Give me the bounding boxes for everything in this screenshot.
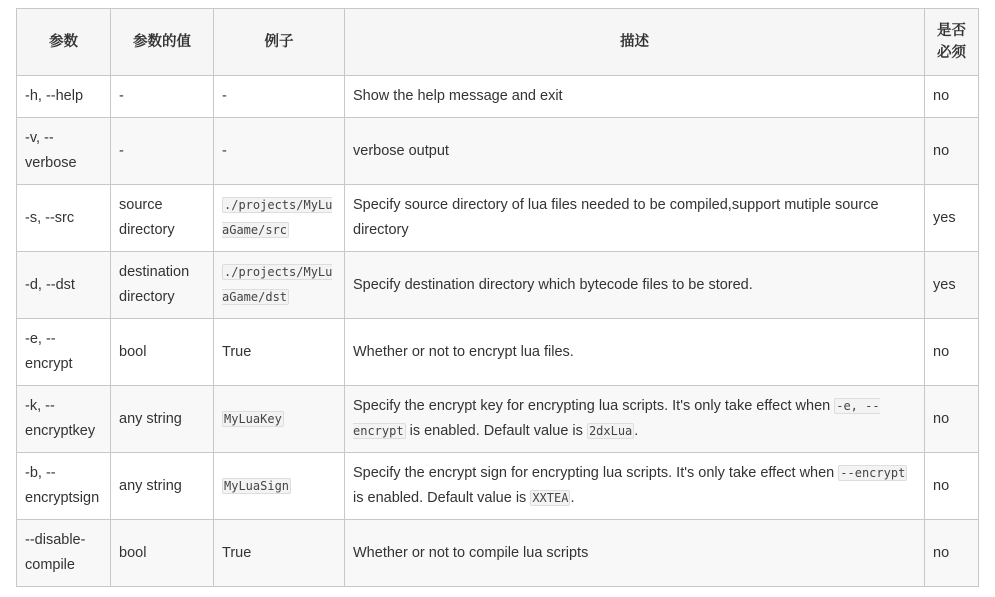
desc-text: Specify the encrypt sign for encrypting lua scripts. It's only take effect when xyxy=(353,465,839,481)
desc-text: is enabled. Default value is xyxy=(353,490,531,506)
value-cell: destination directory xyxy=(111,252,214,319)
desc-text: Specify the encrypt key for encrypting lua scripts. It's only take effect when xyxy=(353,398,835,414)
param-cell: -s, --src xyxy=(17,185,111,252)
value-cell: any string xyxy=(111,386,214,453)
param-cell: -k, --encryptkey xyxy=(17,386,111,453)
parameters-table xyxy=(16,8,979,587)
desc-cell: Show the help message and exit xyxy=(345,76,925,118)
example-cell xyxy=(214,453,345,520)
example-cell xyxy=(214,185,345,252)
value-cell: source directory xyxy=(111,185,214,252)
required-cell: no xyxy=(925,319,979,386)
param-cell: --disable-compile xyxy=(17,520,111,587)
table-row xyxy=(17,118,979,185)
required-cell: no xyxy=(925,386,979,453)
desc-cell xyxy=(345,386,925,453)
desc-code: 2dxLua xyxy=(588,424,633,438)
desc-cell xyxy=(345,453,925,520)
example-code: MyLuaKey xyxy=(224,411,282,426)
param-cell: -d, --dst xyxy=(17,252,111,319)
param-cell: -e, --encrypt xyxy=(17,319,111,386)
table-row xyxy=(17,520,979,587)
desc-code: --encrypt xyxy=(840,466,906,480)
example-cell: - xyxy=(214,76,345,118)
header-param: 参数 xyxy=(17,9,111,76)
example-cell xyxy=(214,386,345,453)
value-cell: - xyxy=(111,76,214,118)
required-cell: yes xyxy=(925,185,979,252)
table-row xyxy=(17,319,979,386)
desc-text: . xyxy=(570,490,575,506)
value-cell: - xyxy=(111,118,214,185)
table-row xyxy=(17,386,979,453)
example-code: ./projects/MyLuaGame/dst xyxy=(222,265,333,304)
param-cell: -v, --verbose xyxy=(17,118,111,185)
value-cell: bool xyxy=(111,319,214,386)
table-row xyxy=(17,76,979,118)
example-cell: - xyxy=(214,118,345,185)
desc-cell: Specify source directory of lua files needed to be compiled,support mutiple source directory xyxy=(345,185,925,252)
header-required xyxy=(925,9,979,76)
desc-cell: Whether or not to compile lua scripts xyxy=(345,520,925,587)
param-cell: -b, --encryptsign xyxy=(17,453,111,520)
example-code: MyLuaSign xyxy=(224,478,290,493)
header-required-line1: 是否 xyxy=(937,23,966,39)
required-cell: no xyxy=(925,453,979,520)
example-cell xyxy=(214,252,345,319)
value-cell: bool xyxy=(111,520,214,587)
required-cell: no xyxy=(925,76,979,118)
table-row xyxy=(17,185,979,252)
example-code: ./projects/MyLuaGame/src xyxy=(222,198,333,237)
desc-text: . xyxy=(634,423,639,439)
required-cell: yes xyxy=(925,252,979,319)
example-cell: True xyxy=(214,319,345,386)
header-desc: 描述 xyxy=(345,9,925,76)
desc-cell: Whether or not to encrypt lua files. xyxy=(345,319,925,386)
desc-cell: verbose output xyxy=(345,118,925,185)
table-row xyxy=(17,252,979,319)
header-example: 例子 xyxy=(214,9,345,76)
example-cell: True xyxy=(214,520,345,587)
header-row xyxy=(17,9,979,76)
required-cell: no xyxy=(925,118,979,185)
value-cell: any string xyxy=(111,453,214,520)
table-row xyxy=(17,453,979,520)
desc-code: XXTEA xyxy=(532,491,569,505)
desc-cell: Specify destination directory which bytecode files to be stored. xyxy=(345,252,925,319)
header-required-line2: 必须 xyxy=(937,45,966,61)
required-cell: no xyxy=(925,520,979,587)
param-cell: -h, --help xyxy=(17,76,111,118)
desc-code: -e, --encrypt xyxy=(353,399,880,438)
desc-text: is enabled. Default value is xyxy=(405,423,587,439)
header-value: 参数的值 xyxy=(111,9,214,76)
